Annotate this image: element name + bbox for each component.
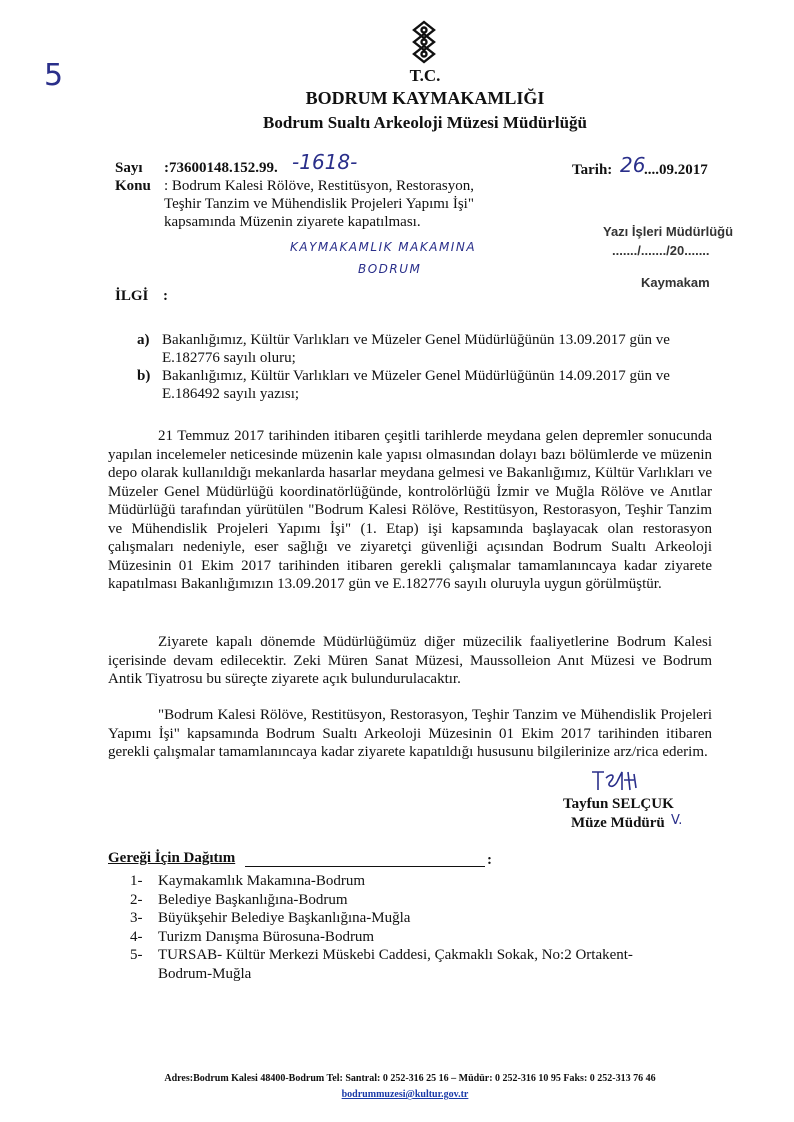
list-item-continuation: Bodrum-Muğla xyxy=(158,965,252,982)
list-item: 4- Turizm Danışma Bürosuna-Bodrum xyxy=(130,928,375,945)
addressee-handwritten-line-1: KAYMAKAMLIK MAKAMINA xyxy=(290,240,477,254)
list-item: 3- Büyükşehir Belediye Başkanlığına-Muğla xyxy=(130,910,411,926)
ilgi-a-line-2: E.182776 sayılı oluru; xyxy=(162,350,296,366)
ilgi-label: İLGİ xyxy=(115,288,149,304)
distribution-heading: Gereği İçin Dağıtım xyxy=(108,850,236,866)
ilgi-b-line-2: E.186492 sayılı yazısı; xyxy=(162,386,300,402)
signatory-title-suffix: V. xyxy=(671,813,683,828)
header-institution: BODRUM KAYMAKAMLIĞI xyxy=(305,88,545,108)
ministry-emblem-icon xyxy=(410,20,438,66)
tarih-day-handwritten: 26 xyxy=(620,153,646,177)
distribution-colon: : xyxy=(487,852,492,868)
konu-line-2: Teşhir Tanzim ve Mühendislik Projeleri Yapımı İşi" xyxy=(164,196,474,212)
sayi-handwritten-number: -1618- xyxy=(292,150,358,174)
sayi-label: Sayı xyxy=(115,160,143,176)
signatory-name: Tayfun SELÇUK xyxy=(563,796,674,812)
margin-page-number: 5 xyxy=(44,58,64,93)
ilgi-b-marker: b) xyxy=(137,368,151,384)
addressee-handwritten-line-2: BODRUM xyxy=(358,262,422,276)
body-paragraph-3: "Bodrum Kalesi Rölöve, Restitüsyon, Restorasyon, Teşhir Tanzim ve Mühendislik Projeleri Yapımı İşi" kapsamında Bodrum Sualtı Arkeoloji Müzesinin 01 Ekim 2017 tarihinden itibaren gerekli çalışmalar tamamlanıncaya kadar ziyarete kapatıldığı hususunu bilgilerinize arz/rica ederim. xyxy=(108,707,712,760)
konu-line-1: : Bodrum Kalesi Rölöve, Restitüsyon, Restorasyon, xyxy=(164,178,474,194)
body-paragraph-2: Ziyarete kapalı dönemde Müdürlüğümüz diğer müzecilik faaliyetlerine Bodrum Kalesi içerisinde devam edilecektir. Zeki Müren Sanat Müzesi, Maussolleion Anıt Müzesi ve Bodrum Antik Tiyatrosu bu süreçte ziyarete açık bulundurulacaktır. xyxy=(108,634,712,687)
stamp-line-3: Kaymakam xyxy=(641,275,710,290)
ilgi-b-line-1: Bakanlığımız, Kültür Varlıkları ve Müzeler Genel Müdürlüğünün 14.09.2017 gün ve xyxy=(162,368,670,384)
distribution-underline xyxy=(245,866,485,867)
sayi-value: :73600148.152.99. xyxy=(164,160,278,176)
stamp-line-1: Yazı İşleri Müdürlüğü xyxy=(603,224,734,239)
ilgi-a-marker: a) xyxy=(137,332,150,348)
stamp-line-2: ......./......./20....... xyxy=(612,243,710,258)
list-item: 2- Belediye Başkanlığına-Bodrum xyxy=(130,891,348,908)
tarih-label: Tarih: xyxy=(572,162,613,178)
ilgi-colon: : xyxy=(163,288,168,304)
header-tc: T.C. xyxy=(409,66,441,85)
footer-address: Adres:Bodrum Kalesi 48400-Bodrum Tel: Santral: 0 252-316 25 16 – Müdür: 0 252-316 10 95 Faks: 0 252-313 76 46 xyxy=(164,1073,656,1084)
list-item: 1- Kaymakamlık Makamına-Bodrum xyxy=(130,873,366,889)
tarih-rest: ....09.2017 xyxy=(644,162,708,178)
list-item: 5- TURSAB- Kültür Merkezi Müskebi Caddesi, Çakmaklı Sokak, No:2 Ortakent- xyxy=(130,947,633,963)
signature-scribble xyxy=(590,768,640,794)
signatory-title: Müze Müdürü xyxy=(571,815,665,831)
distribution-list xyxy=(130,872,633,983)
body-paragraph-1: 21 Temmuz 2017 tarihinden itibaren çeşitli tarihlerde meydana gelen depremler sonucunda yapılan incelemeler neticesinde müzenin kale yapısı olmasından dolayı bazı bölümlerde ve müzenin depo olarak kullanıldığı mekanlarda hasarlar meydana gelmesi ve Bakanlığımız, Kültür Varlıkları ve Müzeler Genel Müdürlüğü koordinatörlüğünde, kontrolörlüğü İzmir ve Muğla Rölöve ve Anıtlar Müdürlüğü tarafından yürütülen "Bodrum Kalesi Rölöve, Restitüsyon, Restorasyon, Teşhir Tanzim ve Mühendislik Projeleri Yapımı İşi" (1. Etap) işi kapsamında başlayacak olan restorasyon çalışmaları nedeniyle, eser sağlığı ve ziyaretçi güvenliği açısından Bodrum Sualtı Arkeoloji Müzesinin 01 Ekim 2017 tarihinden itibaren gerekli çalışmalar tamamlanıncaya kadar ziyarete kapatılması Bakanlığımızın 13.09.2017 gün ve E.182776 sayılı oluruyla uygun görülmüştür. xyxy=(108,428,712,592)
footer-email-link[interactable]: bodrummuzesi@kultur.gov.tr xyxy=(341,1089,469,1100)
konu-line-3: kapsamında Müzenin ziyarete kapatılması. xyxy=(164,214,421,230)
header-department: Bodrum Sualtı Arkeoloji Müzesi Müdürlüğü xyxy=(263,113,587,132)
konu-label: Konu xyxy=(115,178,151,194)
ilgi-a-line-1: Bakanlığımız, Kültür Varlıkları ve Müzeler Genel Müdürlüğünün 13.09.2017 gün ve xyxy=(162,332,670,348)
